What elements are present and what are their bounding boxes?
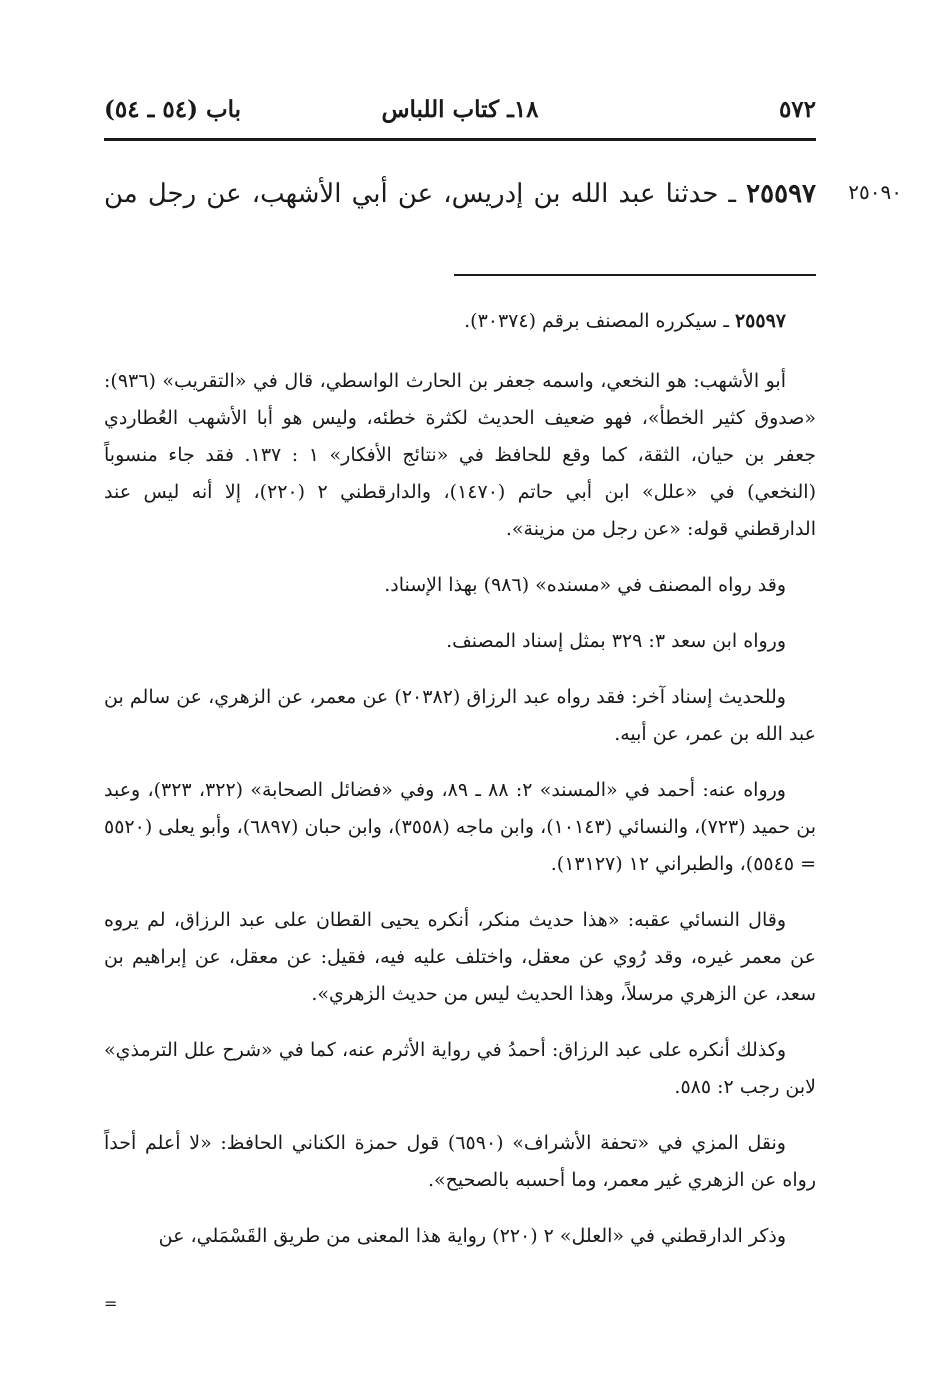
footnote-number: ٢٥٥٩٧ — [734, 310, 786, 332]
hadith-body: ـ حدثنا عبد الله بن إدريس، عن أبي الأشهب، عن رجل من — [104, 179, 747, 209]
footnote-separator — [454, 274, 816, 276]
footnote-paragraph: وذكر الدارقطني في «العلل» ٢ (٢٢٠) رواية هذا المعنى من طريق القَسْمَلي، عن — [158, 1225, 786, 1247]
hadith-number: ٢٥٥٩٧ — [746, 179, 816, 209]
chapter-reference: باب (٥٤ ـ ٥٤) — [104, 96, 242, 123]
footnote-paragraph: ورواه عنه: أحمد في «المسند» ٢: ٨٨ ـ ٨٩، وفي «فضائل الصحابة» (٣٢٢، ٣٢٣)، وعبد بن حميد (٧٢٣)، والنسائي (١٠١٤٣)، وابن ماجه (٣٥٥٨)، وابن حبان (٦٨٩٧)، وأبو يعلى (٥٥٢٠ = ٥٥٤٥)، والطبراني ١٢ (١٣١٢٧). — [104, 779, 816, 875]
footnote-paragraph: وكذلك أنكره على عبد الرزاق: أحمدُ في رواية الأثرم عنه، كما في «شرح علل الترمذي» لابن رجب ٢: ٥٨٥. — [104, 1039, 816, 1098]
footnote-paragraph: وقد رواه المصنف في «مسنده» (٩٨٦) بهذا الإسناد. — [384, 574, 786, 596]
footnote-paragraph: وقال النسائي عقبه: «هذا حديث منكر، أنكره يحيى القطان على عبد الرزاق، لم يروه عن معمر غيره، وقد رُوي عن معقل، واختلف عليه فيه، فقيل: عن معقل، عن إبراهيم بن سعد، عن الزهري مرسلاً، وهذا الحديث ليس من حديث الزهري». — [104, 909, 816, 1005]
footnote-reference — [104, 303, 816, 340]
footnote-paragraph: ونقل المزي في «تحفة الأشراف» (٦٥٩٠) قول حمزة الكناني الحافظ: «لا أعلم أحداً رواه عن الزهري غير معمر، وما أحسبه بالصحيح». — [104, 1132, 816, 1191]
footnotes-section — [104, 303, 816, 1274]
page-number: ٥٧٢ — [778, 96, 816, 123]
margin-number: ٢٥٠٩٠ — [848, 180, 902, 204]
footnote-ref-text: ـ سيكرره المصنف برقم (٣٠٣٧٤). — [464, 310, 735, 332]
footnote-paragraph: ورواه ابن سعد ٣: ٣٢٩ بمثل إسناد المصنف. — [446, 630, 786, 652]
header-rule — [104, 138, 816, 141]
hadith-text — [104, 172, 816, 216]
page-header — [104, 92, 816, 132]
continuation-mark: = — [104, 1294, 118, 1313]
footnote-paragraph: أبو الأشهب: هو النخعي، واسمه جعفر بن الحارث الواسطي، قال في «التقريب» (٩٣٦): «صدوق كثير الخطأ»، فهو ضعيف الحديث لكثرة خطئه، وليس هو أبا الأشهب العُطاردي جعفر بن حيان، الثقة، كما وقع للحافظ في «نتائج الأفكار» ١ : ١٣٧. فقد جاء منسوباً (النخعي) في «علل» ابن أبي حاتم (١٤٧٠)، والدارقطني ٢ (٢٢٠)، إلا أنه ليس عند الدارقطني قوله: «عن رجل من مزينة». — [104, 370, 816, 540]
book-title: ١٨ـ كتاب اللباس — [381, 96, 539, 123]
footnote-paragraph: وللحديث إسناد آخر: فقد رواه عبد الرزاق (٢٠٣٨٢) عن معمر، عن الزهري، عن سالم بن عبد الله بن عمر، عن أبيه. — [104, 686, 816, 745]
